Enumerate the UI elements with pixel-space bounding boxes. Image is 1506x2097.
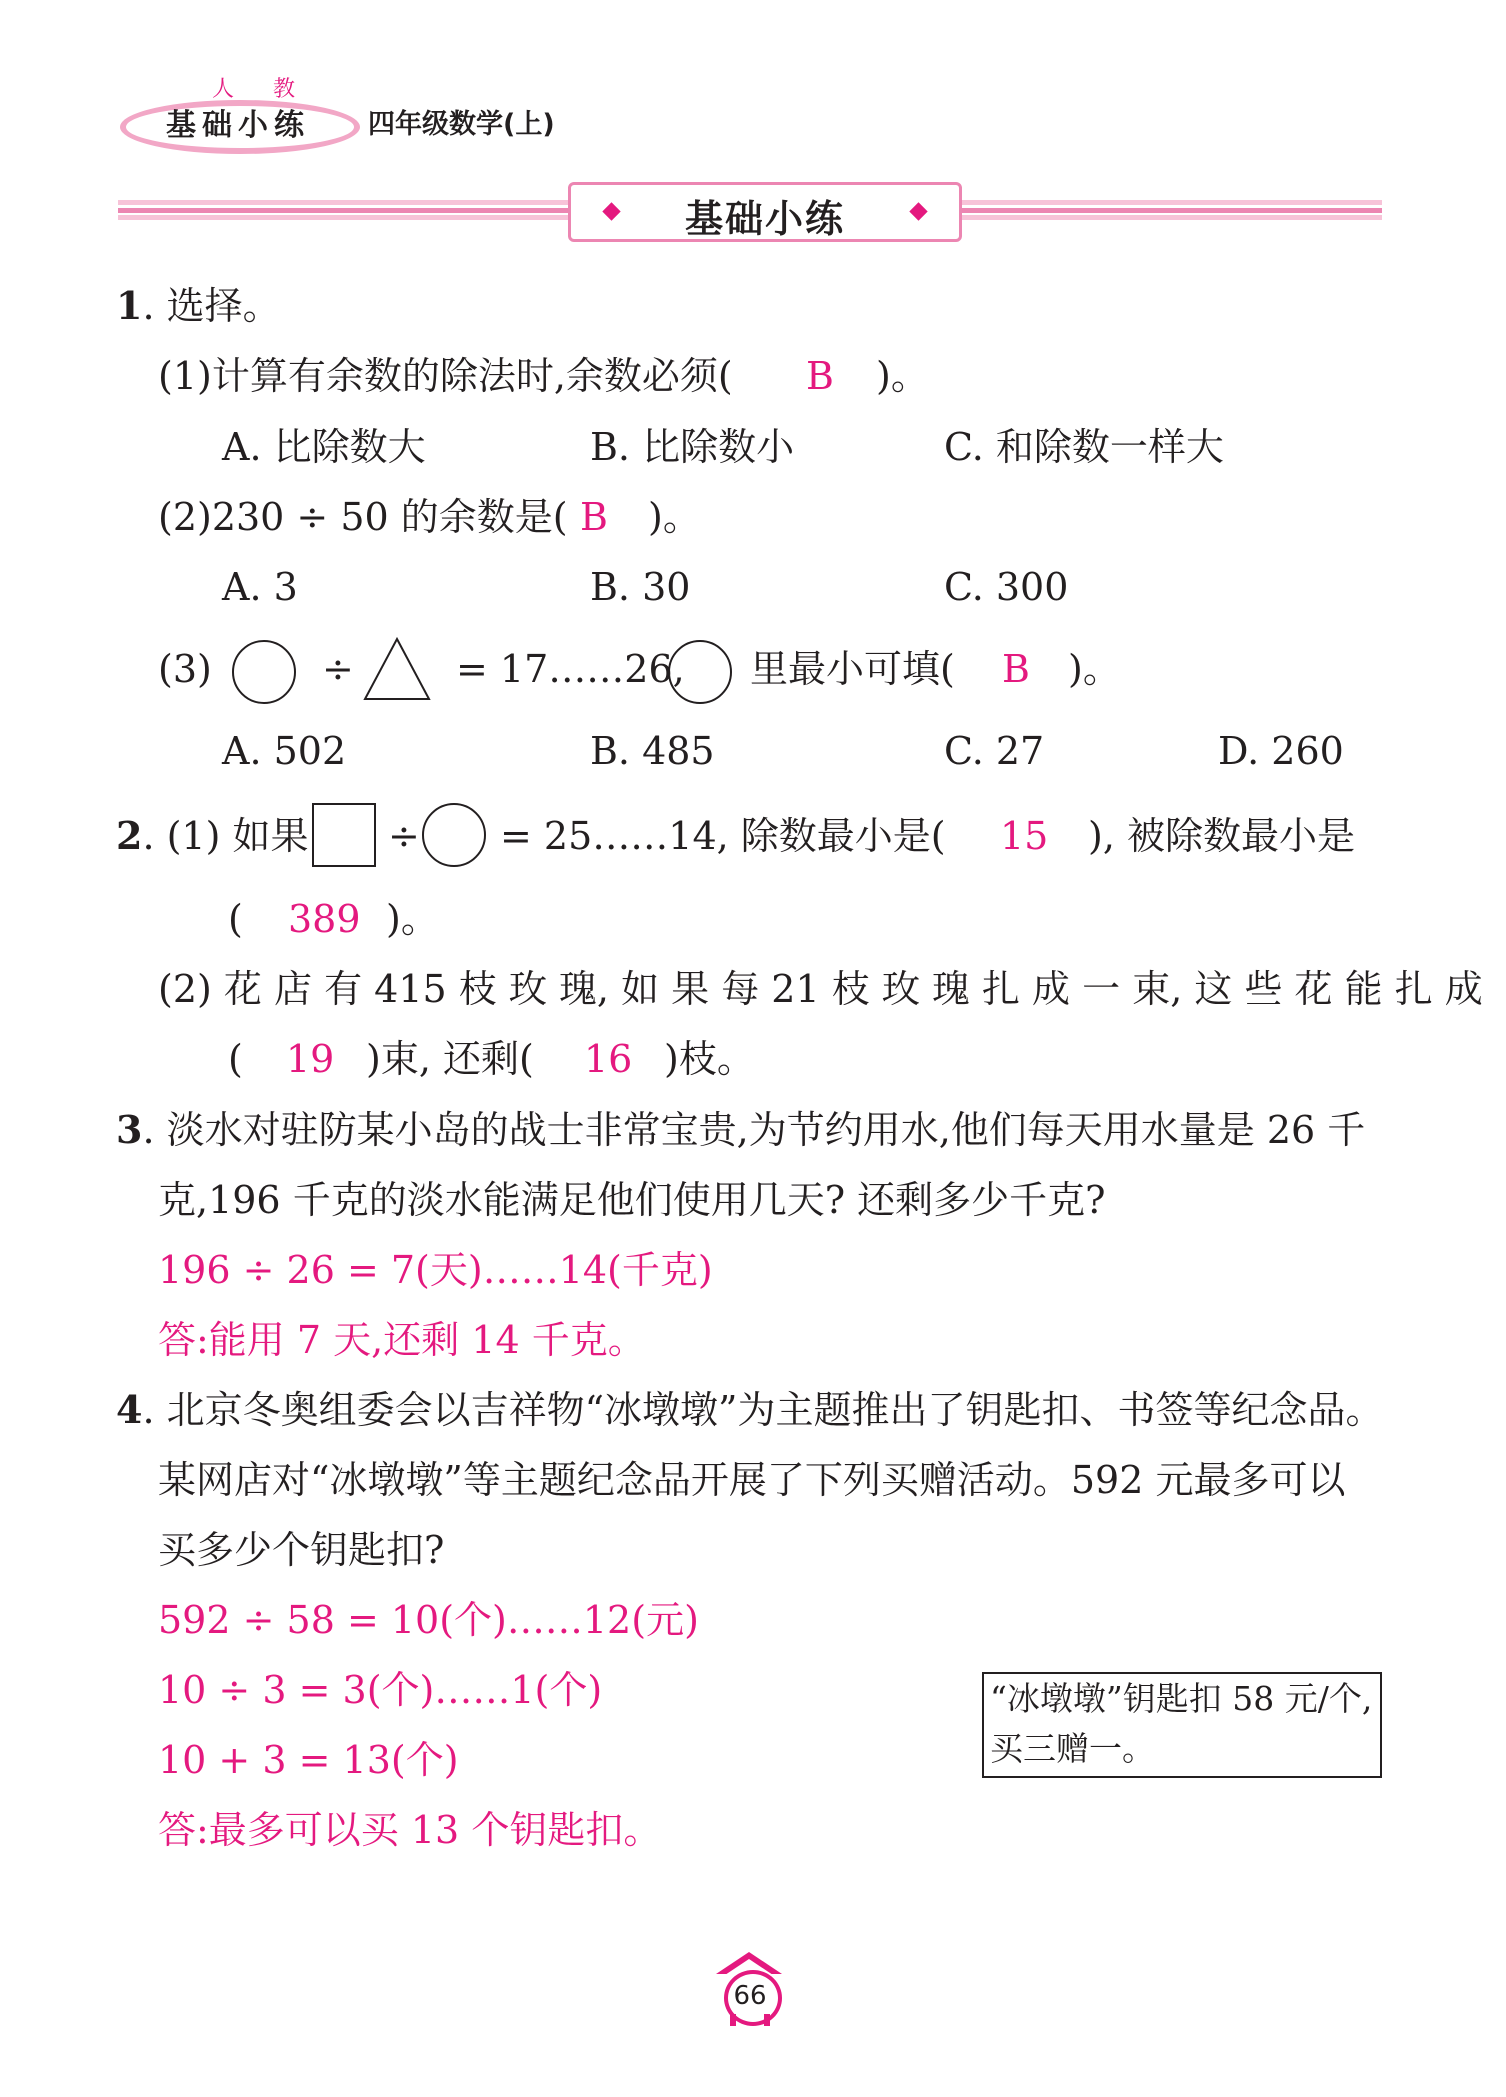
solution-line: 10 ÷ 3 = 3(个)……1(个) — [158, 1668, 603, 1712]
question-text: 买多少个钥匙扣? — [158, 1528, 445, 1572]
option: A. 3 — [222, 565, 298, 609]
circle-shape — [232, 640, 296, 704]
question-text: )枝。 — [664, 1037, 755, 1081]
question-text: (3) — [158, 647, 212, 691]
question-text: (2)230 ÷ 50 的余数是( — [158, 495, 568, 539]
question-number: 4 — [116, 1387, 143, 1432]
answer: 16 — [584, 1037, 633, 1081]
question-text: ( — [228, 1037, 243, 1081]
question-text: )束, 还剩( — [366, 1037, 534, 1081]
question-text: 里最小可填( — [750, 647, 955, 691]
solution-line: 196 ÷ 26 = 7(天)……14(千克) — [158, 1248, 713, 1292]
question-number: 1 — [116, 283, 143, 328]
question-text: 克,196 千克的淡水能满足他们使用几天? 还剩多少千克? — [158, 1178, 1106, 1222]
promotion-text: 买三赠一。 — [990, 1729, 1155, 1768]
answer-line: 答:最多可以买 13 个钥匙扣。 — [158, 1808, 662, 1852]
option: C. 27 — [944, 729, 1045, 773]
option: C. 和除数一样大 — [944, 425, 1224, 469]
answer: 19 — [286, 1037, 335, 1081]
option: A. 比除数大 — [222, 425, 426, 469]
option: D. 260 — [1218, 729, 1344, 773]
section-banner — [568, 182, 962, 242]
option: C. 300 — [944, 565, 1069, 609]
answer: B — [580, 495, 608, 539]
option: A. 502 — [222, 729, 347, 773]
question-text: (1)计算有余数的除法时,余数必须( — [158, 354, 733, 398]
question-text: . 北京冬奥组委会以吉祥物“冰墩墩”为主题推出了钥匙扣、书签等纪念品。 — [142, 1388, 1384, 1432]
question-number: 3 — [116, 1107, 143, 1152]
division-sign: ÷ — [322, 647, 354, 691]
publisher-mark: 人 教 — [212, 77, 311, 102]
question-text: . 淡水对驻防某小岛的战士非常宝贵,为节约用水,他们每天用水量是 26 千 — [142, 1108, 1366, 1152]
header-stripe-right — [956, 200, 1382, 220]
circle-shape — [668, 640, 732, 704]
option: B. 比除数小 — [590, 425, 795, 469]
answer: 15 — [1000, 814, 1049, 858]
option: B. 485 — [590, 729, 715, 773]
solution-line: 10 + 3 = 13(个) — [158, 1738, 459, 1782]
solution-line: 592 ÷ 58 = 10(个)……12(元) — [158, 1598, 699, 1642]
question-2-line — [116, 813, 309, 859]
square-shape — [312, 803, 376, 867]
promotion-box — [982, 1672, 1382, 1778]
question-text: )。 — [386, 897, 439, 941]
question-text: ), 被除数最小是 — [1088, 814, 1355, 858]
question-number: 2 — [116, 813, 143, 858]
answer: B — [806, 354, 834, 398]
promotion-text: “冰墩墩”钥匙扣 58 元/个, — [990, 1679, 1373, 1718]
question-text: 某网店对“冰墩墩”等主题纪念品开展了下列买赠活动。592 元最多可以 — [158, 1458, 1346, 1502]
question-text: = 25……14, 除数最小是( — [500, 814, 946, 858]
q1-sub1 — [158, 353, 733, 399]
answer: B — [1002, 647, 1030, 691]
circle-shape — [422, 803, 486, 867]
question-1-title — [116, 283, 281, 329]
question-text: )。 — [1068, 647, 1121, 691]
grade-subject: 四年级数学(上) — [368, 109, 555, 140]
question-text: . (1) 如果 — [142, 814, 309, 858]
triangle-shape — [362, 636, 432, 702]
option: B. 30 — [590, 565, 691, 609]
question-text: )。 — [876, 354, 929, 398]
question-text: ( — [228, 897, 243, 941]
section-title: 基础小练 — [684, 197, 845, 241]
page-number: 66 — [733, 1981, 767, 2011]
question-text: = 17……26, — [456, 647, 685, 691]
answer-line: 答:能用 7 天,还剩 14 千克。 — [158, 1318, 646, 1362]
header-stripe-left — [118, 200, 570, 220]
question-text: . 选择。 — [142, 284, 281, 328]
question-text: (2) 花 店 有 415 枝 玫 瑰, 如 果 每 21 枝 玫 瑰 扎 成 一 束, 这 些 花 能 扎 成 — [158, 967, 1483, 1011]
division-sign: ÷ — [388, 814, 420, 858]
question-4-line — [116, 1387, 1383, 1433]
question-3-line — [116, 1107, 1365, 1153]
question-text: )。 — [648, 495, 701, 539]
answer: 389 — [288, 897, 361, 941]
brand-logo-text: 基础小练 — [166, 108, 310, 143]
